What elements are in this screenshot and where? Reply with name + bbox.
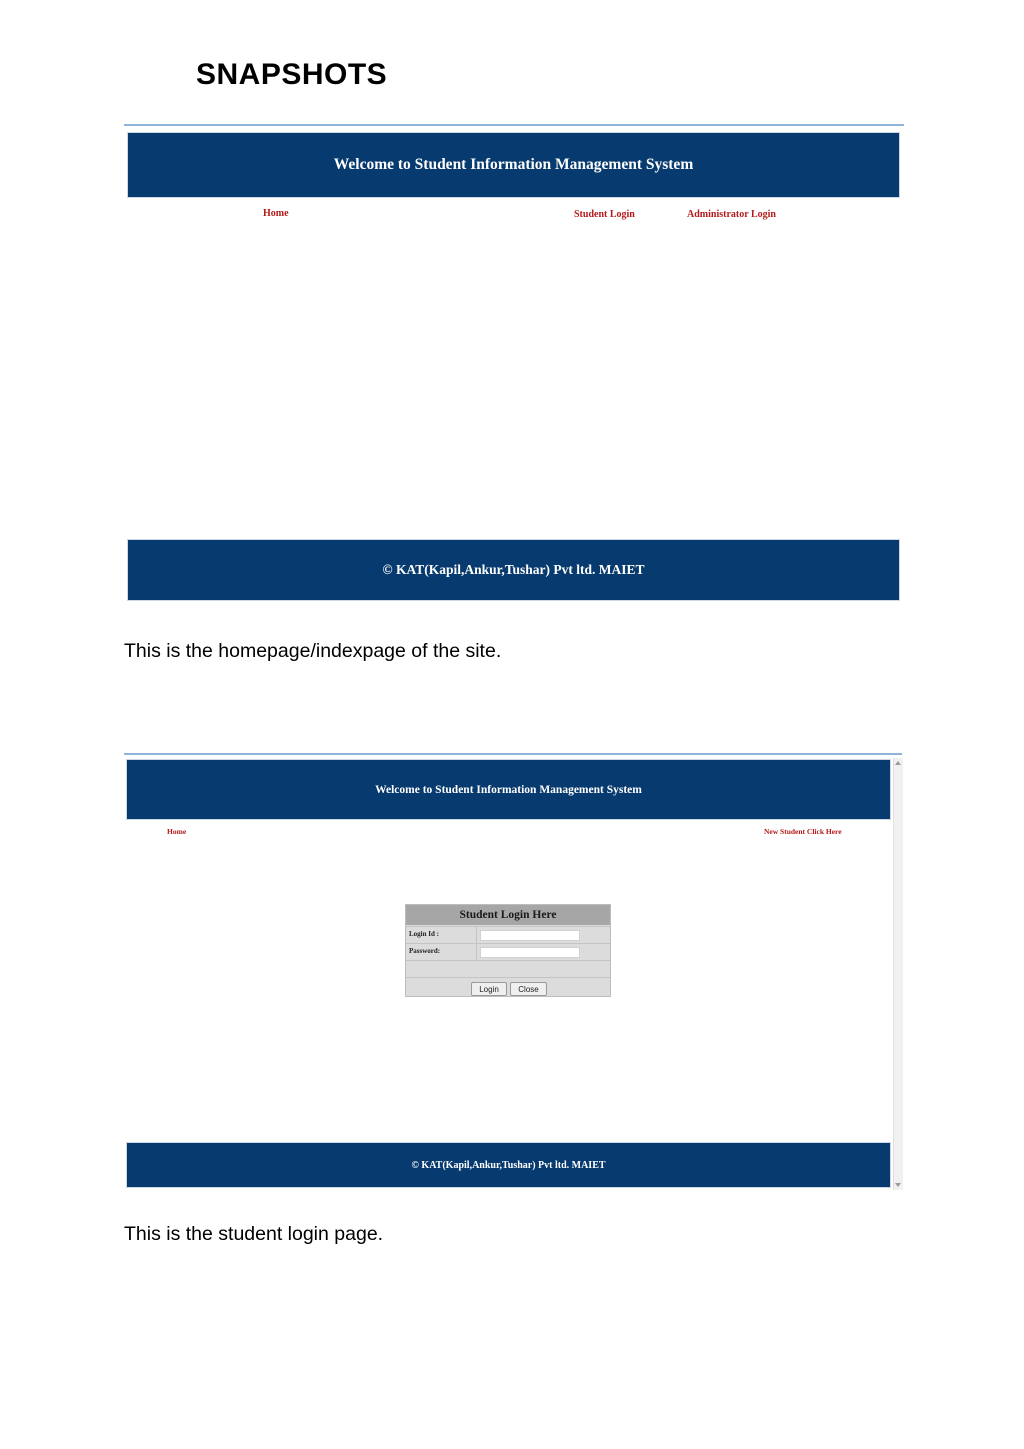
page-heading: SNAPSHOTS — [196, 58, 388, 91]
homepage-caption: This is the homepage/indexpage of the site. — [124, 640, 502, 662]
nav-home-link[interactable]: Home — [167, 827, 187, 836]
footer-text: © KAT(Kapil,Ankur,Tushar) Pvt ltd. MAIET — [411, 1159, 606, 1171]
column-divider — [476, 927, 477, 943]
login-form-title: Student Login Here — [406, 905, 610, 925]
scroll-up-icon[interactable] — [895, 761, 901, 765]
login-id-row — [406, 926, 610, 943]
footer-banner — [127, 1143, 890, 1187]
nav-home-link[interactable]: Home — [263, 208, 289, 219]
spacer-row — [406, 960, 610, 977]
nav-student-login-link[interactable]: Student Login — [574, 209, 635, 220]
header-banner — [127, 760, 890, 819]
footer-banner — [128, 540, 899, 600]
password-row — [406, 943, 610, 960]
login-id-label: Login Id : — [409, 930, 439, 938]
login-button[interactable]: Login — [471, 982, 507, 996]
password-input[interactable] — [480, 947, 580, 958]
scroll-down-icon[interactable] — [895, 1183, 901, 1187]
button-row — [406, 977, 610, 997]
top-divider — [124, 753, 902, 755]
nav-admin-login-link[interactable]: Administrator Login — [687, 209, 776, 220]
footer-text: © KAT(Kapil,Ankur,Tushar) Pvt ltd. MAIET — [382, 562, 645, 577]
vertical-scrollbar[interactable] — [893, 758, 903, 1190]
banner-title: Welcome to Student Information Management System — [375, 783, 642, 796]
column-divider — [476, 944, 477, 960]
login-page-caption: This is the student login page. — [124, 1223, 384, 1245]
banner-title: Welcome to Student Information Management System — [333, 156, 694, 173]
close-button[interactable]: Close — [510, 982, 547, 996]
password-label: Password: — [409, 947, 441, 955]
nav-new-student-link[interactable]: New Student Click Here — [764, 827, 842, 836]
header-banner — [128, 133, 899, 197]
login-id-input[interactable] — [480, 930, 580, 941]
top-divider — [124, 124, 904, 126]
student-login-form — [405, 904, 611, 997]
